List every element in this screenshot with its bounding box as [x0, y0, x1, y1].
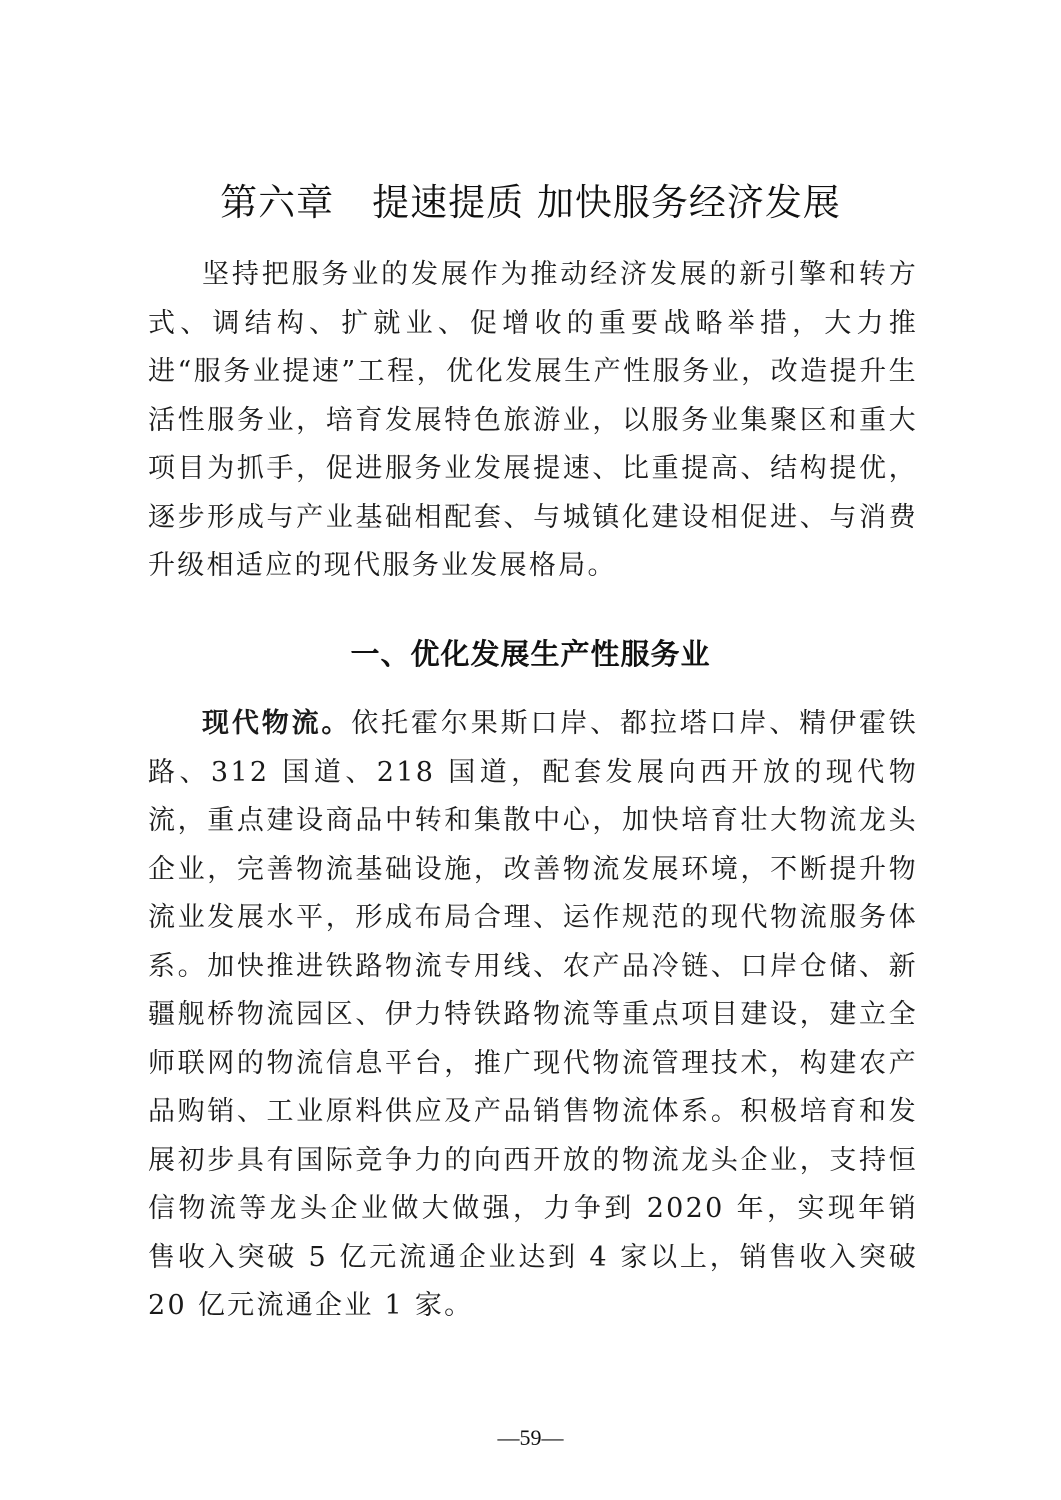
- chapter-title: 第六章 提速提质 加快服务经济发展: [220, 181, 841, 224]
- section-heading: 一、优化发展生产性服务业: [350, 637, 711, 671]
- logistics-lead: 现代物流。: [202, 708, 352, 739]
- intro-paragraph: 坚持把服务业的发展作为推动经济发展的新引擎和转方式、调结构、扩就业、促增收的重要战略举措，大力推进“服务业提速”工程，优化发展生产性服务业，改造提升生活性服务业，培育发展特色旅游业，以服务业集聚区和重大项目为抓手，促进服务业发展提速、比重提高、结构提优，逐步形成与产业基础相配套、与城镇化建设相促进、与消费升级相适应的现代服务业发展格局。: [148, 259, 918, 581]
- logistics-paragraph: [148, 700, 918, 1331]
- page-number: —59—: [497, 1425, 564, 1450]
- logistics-text: 依托霍尔果斯口岸、都拉塔口岸、精伊霍铁路、312 国道、218 国道，配套发展向西开放的现代物流，重点建设商品中转和集散中心，加快培育壮大物流龙头企业，完善物流基础设施，改善物流发展环境，不断提升物流业发展水平，形成布局合理、运作规范的现代物流服务体系。加快推进铁路物流专用线、农产品冷链、口岸仓储、新疆舰桥物流园区、伊力特铁路物流等重点项目建设，建立全师联网的物流信息平台，推广现代物流管理技术，构建农产品购销、工业原料供应及产品销售物流体系。积极培育和发展初步具有国际竞争力的向西开放的物流龙头企业，支持恒信物流等龙头企业做大做强，力争到 2020 年，实现年销售收入突破 5 亿元流通企业达到 4 家以上，销售收入突破 20 亿元流通企业 1 家。: [148, 708, 919, 1321]
